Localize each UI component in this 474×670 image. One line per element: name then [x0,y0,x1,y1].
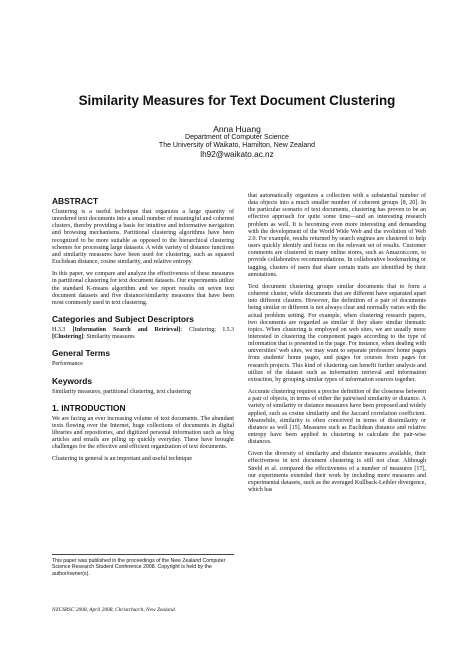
conference-text: NZCSRSC 2008, April 2008, Christchurch, New Zealand. [52,607,176,613]
abstract-heading: ABSTRACT [52,196,99,206]
author-block [0,124,474,160]
right-paragraph-1: that automatically organizes a collection with a substantial number of data objects into a much smaller number of coherent groups [8, 20]. In the particular scenario of text documents, clustering has proven to be an effective approach for quite some time—and an interesting research problem as well. It is becoming even more interesting and demanding with the development of the World Wide Web and the evolution of Web 2.0. For example, results returned by search engines are clustered to help users quickly identify and focus on the relevant set of results. Customer comments are clustered in many online stores, such as Amazon.com, to provide collaborative recommendations. In collaborative bookmarking or tagging, clusters of users that share certain traits are identified by their annotations. [248,193,426,278]
abstract-paragraph-1: Clustering is a useful technique that organizes a large quantity of unordered text documents into a small number of meaningful and coherent clusters, thereby providing a basis for intuitive and informative navigation and browsing mechanisms. Partitional clustering algorithms have been recognized to be more suitable as opposed to the hierarchical clustering schemes for processing large datasets. A wide variety of distance functions and similarity measures have been used for clustering, such as squared Euclidean distance, cosine similarity, and relative entropy. [52,209,234,266]
keywords-text: Similarity measures, partitional clustering, text clustering [52,388,191,395]
category-rest-1: : Clustering; I.5.3 [180,327,235,334]
category-descriptor-2: [Clustering] [52,334,84,341]
author-name: Anna Huang [213,124,261,134]
conference-line [52,607,176,613]
general-terms-text: Performance [52,361,83,368]
categories-text [52,327,234,341]
keywords-heading: Keywords [52,375,93,386]
category-descriptor-1: [Information Search and Retrieval] [72,327,181,334]
author-email: lh92@waikato.ac.nz [200,150,274,160]
category-code-1: H.3.3 [52,327,73,334]
left-column [52,196,234,469]
introduction-paragraph-2: Clustering in general is an important and useful technique [52,456,193,463]
introduction-heading: 1. INTRODUCTION [52,402,126,413]
category-rest-2: : Similarity measures [83,334,135,341]
right-paragraph-3: Accurate clustering requires a precise definition of the closeness between a pair of objects, in terms of either the pairwised similarity or distance. A variety of similarity or distance measures have been proposed and widely applied, such as cosine similarity and the Jaccard correlation coefficient. Meanwhile, similarity is often conceived in terms of dissimilarity or distance as well [15]. Measures such as Euclidean distance and relative entropy have been applied in clustering to calculate the pair-wise distances. [248,389,426,446]
paper-title: Similarity Measures for Text Document Clustering [78,93,396,108]
right-column [248,193,426,499]
author-department: Department of Computer Science [185,134,289,141]
copyright-footnote: This paper was published in the proceedings of the New Zealand Computer Science Research Student Conference 2008. Copyright is held by the author/owner(s). [52,554,234,577]
right-paragraph-4: Given the diversity of similarity and distance measures available, their effectiveness in text document clustering is still not clear. Although Strehl et al. compared the effectiveness of a number of measures [17], our experiments extended their work by including more measures and experimental datasets, such as the averaged Kullback-Leibler divergence, which has [248,451,426,494]
general-terms-heading: General Terms [52,348,111,359]
abstract-paragraph-2: In this paper, we compare and analyze the effectiveness of these measures in partitional clustering for text document datasets. Our experiments utilize the standard K-means algorithm and we report results on seven text document datasets and five distance/similarity measures that have been most commonly used in text clustering. [52,271,234,306]
author-university: The University of Waikato, Hamilton, New Zealand [158,142,316,150]
right-paragraph-2: Text document clustering groups similar documents that to form a coherent cluster, while documents that are different have separated apart into different clusters. However, the definition of a pair of documents being similar or different is not always clear and normally varies with the actual problem setting. For example, when clustering research papers, two documents are regarded as similar if they share similar thematic topics. When clustering is employed on web sites, we are usually more interested in clustering the component pages according to the type of information that is presented in the page. For instance, when dealing with universities' web sites, we may want to separate professors' home pages from students' home pages, and pages for courses from pages for research projects. This kind of clustering can benefit further analysis and utilize of the dataset such as information retrieval and information extraction, by grouping similar types of information sources together. [248,283,426,383]
introduction-paragraph-1: We are facing an ever increasing volume of text documents. The abundant texts flowing over the Internet, huge collections of documents in digital libraries and repositories, and digitized personal information such as blog articles and emails are piling up quickly everyday. These have brought challenges for the effective and efficient organization of text documents. [52,415,234,451]
categories-heading: Categories and Subject Descriptors [52,314,194,325]
